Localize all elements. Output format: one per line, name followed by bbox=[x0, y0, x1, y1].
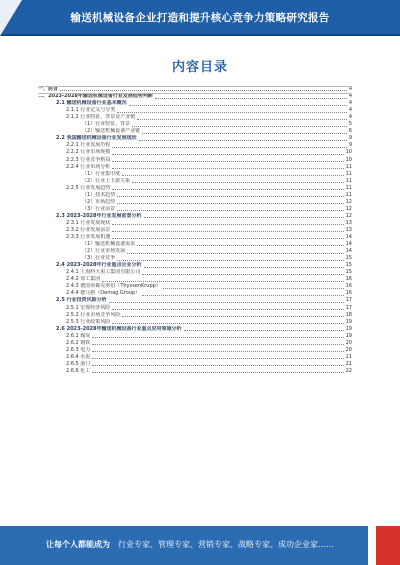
toc-entry[interactable] bbox=[38, 213, 352, 220]
toc-entry-label: 2.6.5 港口 bbox=[66, 360, 91, 367]
toc-entry-label: 2.1.2 行业特征、背景及产业链 bbox=[66, 114, 136, 121]
toc-dot-leader bbox=[92, 372, 343, 373]
toc-entry[interactable] bbox=[38, 100, 352, 107]
toc-entry[interactable] bbox=[38, 354, 352, 361]
toc-entry-label: 2.3.1 行业发展现状 bbox=[66, 219, 111, 226]
toc-entry-label: 2.1 输送机械设备行业基本概况 bbox=[56, 100, 127, 107]
toc-dot-leader bbox=[127, 253, 343, 254]
toc-entry-label: 2.6.1 煤炭 bbox=[66, 332, 91, 339]
toc-dot-leader bbox=[122, 316, 343, 317]
toc-entry-page: 19 bbox=[345, 318, 352, 325]
toc-dot-leader bbox=[129, 105, 347, 106]
toc-entry-page: 17 bbox=[345, 297, 352, 304]
toc-entry[interactable] bbox=[38, 128, 352, 135]
toc-entry-label: 一、前言 bbox=[38, 86, 59, 93]
toc-entry-label: （1）输送机械设备需求 bbox=[82, 241, 136, 248]
toc-entry-page: 10 bbox=[345, 149, 352, 156]
report-header bbox=[0, 0, 400, 36]
toc-entry[interactable] bbox=[38, 283, 352, 290]
toc-entry-label: 2.2.1 行业发展历程 bbox=[66, 142, 111, 149]
toc-entry-page: 14 bbox=[345, 241, 352, 248]
toc-entry-label: 2.5 行业投资风险分析 bbox=[56, 297, 107, 304]
toc-dot-leader bbox=[142, 274, 343, 275]
toc-dot-leader bbox=[92, 337, 343, 338]
toc-entry[interactable] bbox=[38, 86, 352, 93]
toc-entry-page: 11 bbox=[345, 170, 352, 177]
toc-entry[interactable] bbox=[38, 241, 352, 248]
toc-entry-label: 2.5.2 行业市场竞争风险 bbox=[66, 311, 121, 318]
toc-entry-page: 17 bbox=[345, 304, 352, 311]
toc-entry[interactable] bbox=[38, 297, 352, 304]
toc-dot-leader bbox=[155, 98, 347, 99]
toc-dot-leader bbox=[102, 281, 343, 282]
toc-entry[interactable] bbox=[38, 142, 352, 149]
toc-dot-leader bbox=[112, 238, 343, 239]
toc-entry-label: 2.4 2023-2028年行业重点企业分析 bbox=[56, 262, 142, 269]
report-footer bbox=[0, 526, 400, 565]
toc-entry-label: （2）行业上下游关系 bbox=[82, 177, 131, 184]
toc-dot-leader bbox=[184, 330, 344, 331]
toc-entry-page: 4 bbox=[348, 114, 352, 121]
toc-entry[interactable] bbox=[38, 199, 352, 206]
toc-entry-label: 2.4.2 徐工集团 bbox=[66, 276, 101, 283]
toc-entry-page: 15 bbox=[345, 262, 352, 269]
toc-entry-label: 2.2.5 行业发展趋势 bbox=[66, 184, 111, 191]
toc-entry[interactable] bbox=[38, 164, 352, 171]
toc-entry[interactable] bbox=[38, 206, 352, 213]
toc-entry-page: 11 bbox=[345, 184, 352, 191]
toc-entry-label: （1）技术趋势 bbox=[82, 191, 116, 198]
toc-dot-leader bbox=[117, 210, 343, 211]
toc-entry[interactable] bbox=[38, 368, 352, 375]
toc-entry[interactable] bbox=[38, 333, 352, 340]
toc-title: 内容目录 bbox=[171, 60, 228, 75]
toc-entry[interactable] bbox=[38, 149, 352, 156]
footer-white-stripe bbox=[368, 526, 376, 565]
toc-entry[interactable] bbox=[38, 276, 352, 283]
toc-entry-page: 9 bbox=[348, 135, 352, 142]
toc-entry-page: 20 bbox=[345, 346, 352, 353]
toc-entry-page: 12 bbox=[345, 198, 352, 205]
footer-red-stripe bbox=[376, 526, 400, 565]
toc-entry[interactable] bbox=[38, 312, 352, 319]
toc-entry-label: 2.2.3 行业竞争格局 bbox=[66, 156, 111, 163]
toc-entry-page: 16 bbox=[345, 283, 352, 290]
toc-entry-label: （2）输送机械设备产业链 bbox=[82, 128, 141, 135]
toc-entry-page: 15 bbox=[345, 269, 352, 276]
toc-entry-label: 2.2.4 行业市场分析 bbox=[66, 163, 111, 170]
toc-dot-leader bbox=[112, 309, 343, 310]
toc-dot-leader bbox=[132, 126, 347, 127]
toc-entry-page: 11 bbox=[345, 163, 352, 170]
toc-entry-page: 14 bbox=[345, 234, 352, 241]
toc-entry-page: 16 bbox=[345, 276, 352, 283]
toc-entry[interactable] bbox=[38, 234, 352, 241]
toc-dot-leader bbox=[112, 147, 347, 148]
toc-dot-leader bbox=[117, 260, 343, 261]
toc-entry-label: 2.6.6 化工 bbox=[66, 367, 91, 374]
toc-dot-leader bbox=[92, 344, 343, 345]
toc-entry-page: 18 bbox=[345, 311, 352, 318]
toc-entry-label: 2.4.1 上海科大重工集团有限公司 bbox=[66, 269, 141, 276]
toc-entry-label: 2.3 2023-2028年行业发展前景分析 bbox=[56, 212, 142, 219]
toc-entry-page: 10 bbox=[345, 156, 352, 163]
toc-entry-label: 2.1.1 行业定义与分类 bbox=[66, 107, 116, 114]
toc-entry-label: 2.3.3 行业发展机遇 bbox=[66, 234, 111, 241]
toc-entry[interactable] bbox=[38, 319, 352, 326]
toc-entry-page: 22 bbox=[345, 367, 352, 374]
toc-dot-leader bbox=[109, 302, 344, 303]
toc-dot-leader bbox=[122, 175, 343, 176]
header-title: 输送机械设备企业打造和提升核心竞争力策略研究报告 bbox=[70, 11, 330, 24]
toc-entry[interactable] bbox=[38, 340, 352, 347]
toc-entry[interactable] bbox=[38, 192, 352, 199]
footer-slogan-right: 行业专家、管理专家、营销专家、战略专家、成功企业家…… bbox=[118, 540, 334, 549]
toc-entry[interactable] bbox=[38, 262, 352, 269]
toc-entry-page: 9 bbox=[348, 142, 352, 149]
header-corner-decoration bbox=[0, 0, 22, 36]
toc-entry[interactable] bbox=[38, 93, 352, 100]
toc-entry-page: 19 bbox=[345, 332, 352, 339]
toc-entry-page: 12 bbox=[345, 205, 352, 212]
toc-entry[interactable] bbox=[38, 361, 352, 368]
toc-dot-leader bbox=[92, 365, 343, 366]
toc-entry-page: 6 bbox=[348, 128, 352, 135]
toc-dot-leader bbox=[92, 358, 343, 359]
toc-dot-leader bbox=[144, 217, 344, 218]
toc-dot-leader bbox=[112, 168, 343, 169]
toc-dot-leader bbox=[92, 351, 343, 352]
toc-entry-label: （1）行业特征、背景 bbox=[82, 121, 131, 128]
toc-entry-label: 2.3.2 行业发展前景 bbox=[66, 226, 111, 233]
toc-entry[interactable] bbox=[38, 171, 352, 178]
toc-entry-label: （2）行业市场发展 bbox=[82, 248, 126, 255]
toc-entry[interactable] bbox=[38, 269, 352, 276]
toc-entry-page: 20 bbox=[345, 339, 352, 346]
toc-entry[interactable] bbox=[38, 121, 352, 128]
toc-entry[interactable] bbox=[38, 290, 352, 297]
toc-entry-label: 2.2 我国输送机械设备行业发展现状 bbox=[56, 135, 137, 142]
footer-slogan-left: 让每个人都能成为 bbox=[46, 540, 110, 549]
toc-entry-label: 2.4.4 德马格（Demag Group） bbox=[66, 290, 141, 297]
toc-entry[interactable] bbox=[38, 326, 352, 333]
toc-dot-leader bbox=[137, 245, 343, 246]
toc-dot-leader bbox=[142, 133, 347, 134]
toc-entry[interactable] bbox=[38, 304, 352, 311]
toc-entry[interactable] bbox=[38, 135, 352, 142]
toc-dot-leader bbox=[132, 182, 343, 183]
toc-entry-page: 11 bbox=[345, 191, 352, 198]
toc-entry-page: 13 bbox=[345, 226, 352, 233]
toc-entry-page: 19 bbox=[345, 325, 352, 332]
toc-entry-page: 11 bbox=[345, 177, 352, 184]
toc-dot-leader bbox=[144, 267, 344, 268]
toc-entry-label: （3）行业前景 bbox=[82, 205, 116, 212]
toc-entry-page: 12 bbox=[345, 212, 352, 219]
toc-entry-label: 2.6.3 电力 bbox=[66, 346, 91, 353]
toc-dot-leader bbox=[137, 119, 346, 120]
toc-dot-leader bbox=[139, 140, 347, 141]
toc-entry[interactable] bbox=[38, 220, 352, 227]
toc-dot-leader bbox=[60, 90, 347, 91]
toc-entry-label: 2.6 2023-2028年输送机械设备行业重点应用领域分析 bbox=[56, 325, 182, 332]
toc-dot-leader bbox=[163, 288, 344, 289]
toc-entry-label: 2.5.1 宏观经济风险 bbox=[66, 304, 111, 311]
toc-entry[interactable] bbox=[38, 255, 352, 262]
toc-entry[interactable] bbox=[38, 347, 352, 354]
toc-entry-label: 2.5.3 行业政策风险 bbox=[66, 318, 111, 325]
toc-entry[interactable] bbox=[38, 107, 352, 114]
toc-entry-page: 13 bbox=[345, 219, 352, 226]
toc-entry-page: 15 bbox=[345, 255, 352, 262]
table-of-contents bbox=[38, 86, 352, 375]
toc-entry[interactable] bbox=[38, 248, 352, 255]
toc-entry-label: （3）行业竞争 bbox=[82, 255, 116, 262]
toc-entry-page: 4 bbox=[348, 86, 352, 93]
toc-entry-page: 4 bbox=[348, 100, 352, 107]
toc-entry-page: 21 bbox=[345, 360, 352, 367]
toc-dot-leader bbox=[112, 154, 343, 155]
toc-entry-label: 2.6.2 钢铁 bbox=[66, 339, 91, 346]
toc-entry[interactable] bbox=[38, 156, 352, 163]
toc-entry-label: 2.4.3 德国蒂森克虏伯（ThyssenKrupp） bbox=[66, 283, 161, 290]
toc-dot-leader bbox=[142, 295, 343, 296]
toc-entry-label: 2.6.4 水泥 bbox=[66, 353, 91, 360]
toc-entry-label: 二、2023-2028年输送机械设备行业发展趋势判断 bbox=[38, 93, 153, 100]
toc-entry-page: 4 bbox=[348, 107, 352, 114]
toc-entry-page: 14 bbox=[345, 248, 352, 255]
toc-dot-leader bbox=[112, 231, 343, 232]
toc-entry-page: 5 bbox=[348, 121, 352, 128]
toc-entry-label: （2）市场趋势 bbox=[82, 198, 116, 205]
toc-entry[interactable] bbox=[38, 227, 352, 234]
toc-dot-leader bbox=[112, 323, 343, 324]
toc-entry[interactable] bbox=[38, 114, 352, 121]
toc-dot-leader bbox=[112, 161, 343, 162]
toc-entry[interactable] bbox=[38, 178, 352, 185]
toc-dot-leader bbox=[117, 196, 343, 197]
toc-entry[interactable] bbox=[38, 185, 352, 192]
toc-dot-leader bbox=[117, 203, 343, 204]
toc-entry-page: 4 bbox=[348, 93, 352, 100]
toc-entry-label: （1）行业集中度 bbox=[82, 170, 121, 177]
toc-dot-leader bbox=[112, 189, 343, 190]
toc-entry-label: 2.2.2 行业市场规模 bbox=[66, 149, 111, 156]
toc-entry-page: 16 bbox=[345, 290, 352, 297]
toc-entry-page: 21 bbox=[345, 353, 352, 360]
toc-dot-leader bbox=[112, 224, 343, 225]
toc-dot-leader bbox=[117, 112, 347, 113]
